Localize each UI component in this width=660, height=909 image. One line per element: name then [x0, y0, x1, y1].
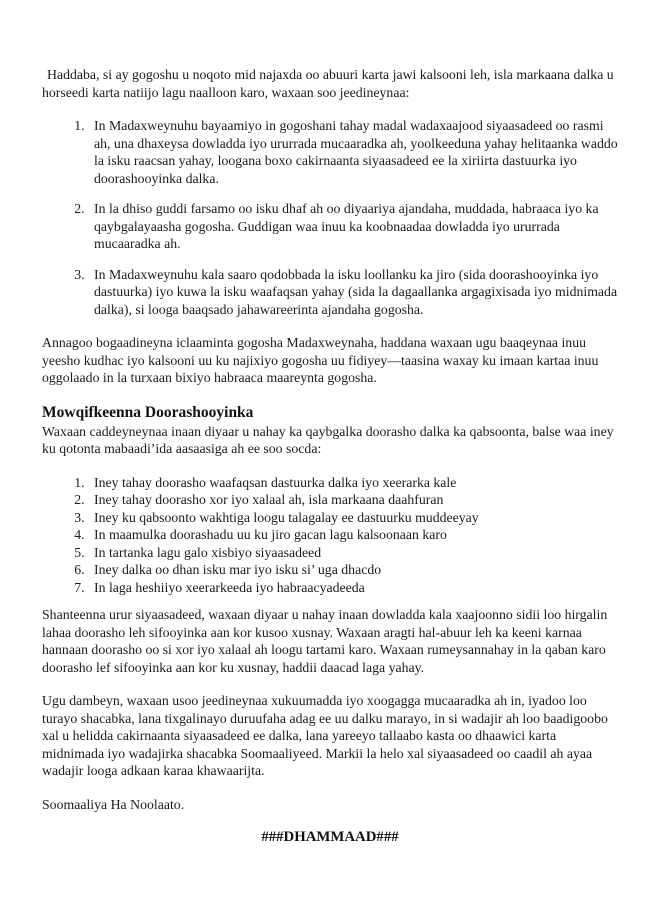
closing-paragraph: Ugu dambeyn, waxaan usoo jeedineynaa xukuumadda iyo xoogagga mucaaradka ah in, iyadoo loo turayo shacabka, lana tixgalinayo duruufaha adag ee uu dalku marayo, in si wadajir ah loo baadigoobo xal u helidda cakirnaanta siyaasadeed ee dalka, lana yareeyo tallaabo kasta oo dhaawici karta midnimada iyo wadajirka shacabka Soomaaliyeed. Markii la helo xal siyaasadeed oo caadil ah ayaa wadajir looga adkaan karaa khawaarijta.	[42, 693, 608, 778]
list-item: 2. In la dhiso guddi farsamo oo isku dhaf ah oo diyaariya ajandaha, muddada, habraaca iyo ka qaybgalayaasha gogosha. Guddigan waa inuu ka koobnaadaa dowladda iyo ururrada mucaaradka ah.	[88, 200, 618, 253]
salutation: Soomaaliya Ha Noolaato.	[42, 796, 185, 812]
list-item: 4. In maamulka doorashadu uu ku jiro gacan lagu kalsoonaan karo	[88, 526, 618, 544]
appeal-paragraph: Annagoo bogaadineyna iclaaminta gogosha Madaxweynaha, haddana waxaan ugu baaqeynaa inuu yeesho kudhac iyo kalsooni uu ku najixiyo gogosha uu fidiyey—taasina waxay ku imaan kartaa inuu oggolaado in la turxaan bixiyo habraaca maareynta gogosha.	[42, 335, 599, 385]
principles-list	[42, 474, 618, 597]
proposals-list	[42, 117, 618, 318]
intro-paragraph: Haddaba, si ay gogoshu u noqoto mid najaxda oo abuuri karta jawi kalsooni leh, isla markaana dalka u horseedi karta natiijo lagu naalloon karo, waxaan soo jeedineynaa:	[42, 67, 614, 100]
section-heading: Mowqifkeenna Doorashooyinka	[42, 403, 254, 421]
list-item: 6. Iney dalka oo dhan isku mar iyo isku si’ uga dhacdo	[88, 561, 618, 579]
list-item: 1. Iney tahay doorasho waafaqsan dastuurka dalka iyo xeerarka kale	[88, 474, 618, 492]
list-item: 3. In Madaxweynuhu kala saaro qodobbada la isku loollanku ka jiro (sida doorashooyinka iyo dastuurka) iyo kuwa la isku waafaqsan yahay (sida la dagaallanka argagixisada iyo midnimada dalka), si looga baaqsado jahawareerinta ajandaha gogosha.	[88, 266, 618, 319]
list-item: 2. Iney tahay doorasho xor iyo xalaal ah, isla markaana daahfuran	[88, 491, 618, 509]
section-intro-paragraph: Waxaan caddeyneynaa inaan diyaar u nahay ka qaybgalka doorasho dalka ka qabsoonta, balse waa iney ku qotonta mabaadi’ida aasaasiga ah ee soo socda:	[42, 423, 614, 456]
list-item: 7. In laga heshiiyo xeerarkeeda iyo habraacyadeeda	[88, 579, 618, 597]
negotiation-paragraph: Shanteenna urur siyaasadeed, waxaan diyaar u nahay inaan dowladda kala xaajoonno sidii loo hirgalin lahaa doorasho leh sifooyinka aan kor kusoo xusnay. Waxaan aragti hal-abuur leh ka keeni karnaa hannaan doorasho oo si xor iyo xalaal ah loogu tartami karo. Waxaan rumeysannahay in la qaban karo doorasho lef sifooyinka aan kor ku xusnay, haddii daacad laga yahay.	[42, 607, 608, 675]
list-item: 5. In tartanka lagu galo xisbiyo siyaasadeed	[88, 544, 618, 562]
end-marker: ###DHAMMAAD###	[261, 829, 399, 845]
list-item: 3. Iney ku qabsoonto wakhtiga loogu talagalay ee dastuurku muddeeyay	[88, 509, 618, 527]
list-item: 1. In Madaxweynuhu bayaamiyo in gogoshani tahay madal wadaxaajood siyaasadeed oo rasmi ah, una dhaxeysa dowladda iyo ururrada mucaaradka ah, yoolkeeduna yahay helitaanka waddo la isku raacsan yahay, loogana boxo cakirnaanta siyaasadeed ee la xiriirta dastuurka iyo doorashooyinka dalka.	[88, 117, 618, 187]
